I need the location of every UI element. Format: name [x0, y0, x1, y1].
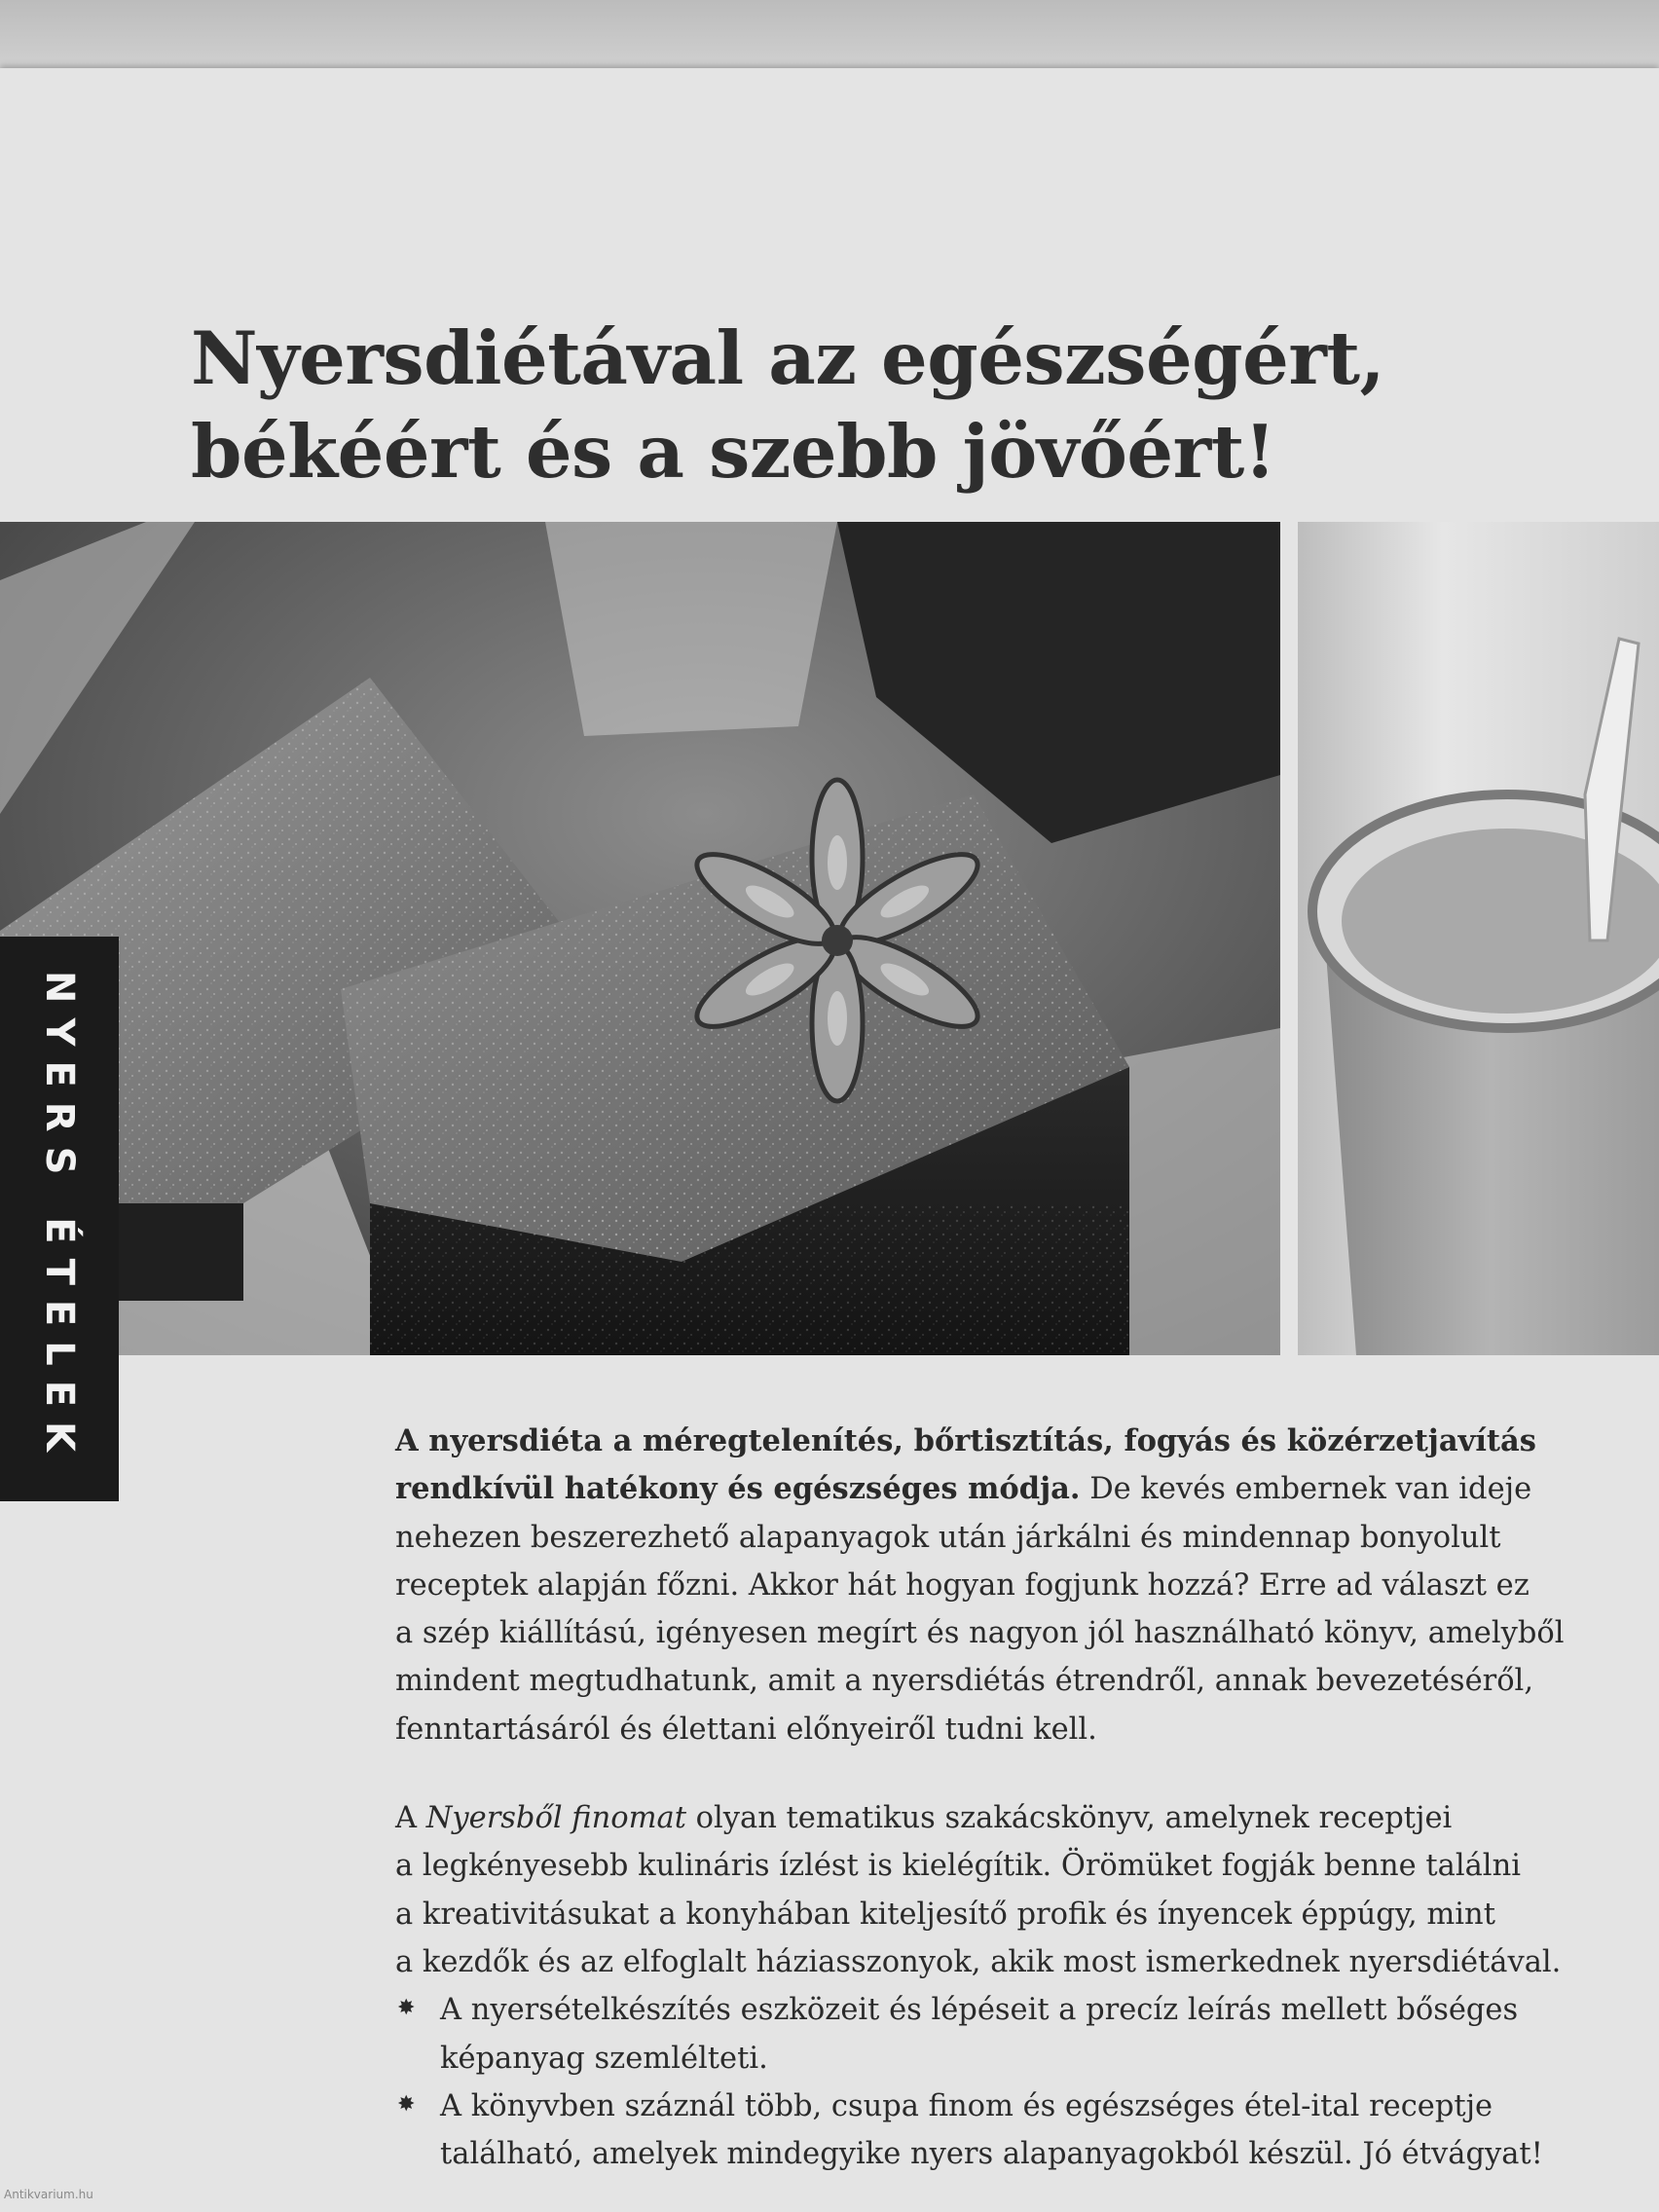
feature-list: [395, 1986, 1624, 2178]
section-tab-label: NYERS ÉTELEK: [37, 971, 82, 1467]
watermark: Antikvarium.hu: [4, 2188, 93, 2201]
book-line-4: a kezdők és az elfoglalt háziasszonyok, akik most ismerkednek nyersdiétával.: [395, 1944, 1562, 1979]
intro-line-2-rest: De kevés embernek van ideje: [1080, 1472, 1532, 1507]
intro-line-4: receptek alapján főzni. Akkor hát hogyan fogjunk hozzá? Erre ad választ ez: [395, 1567, 1530, 1603]
book-line-1-post: olyan tematikus szakácskönyv, amelynek receptjei: [685, 1801, 1453, 1836]
book-title: Nyersből finomat: [425, 1801, 686, 1836]
intro-paragraph: [395, 1418, 1624, 1753]
intro-line-7: fenntartásáról és élettani előnyeiről tudni kell.: [395, 1712, 1097, 1747]
list-item-line: A könyvben száznál több, csupa finom és egészséges étel-ital receptje: [440, 2088, 1493, 2123]
book-line-3: a kreativitásukat a konyhában kiteljesítő profik és ínyencek éppúgy, mint: [395, 1897, 1495, 1932]
list-item-line: található, amelyek mindegyike nyers alapanyagokból készül. Jó étvágyat!: [440, 2137, 1543, 2172]
intro-line-5: a szép kiállítású, igényesen megírt és nagyon jól használható könyv, amelyből: [395, 1616, 1565, 1651]
smoothie-photo-illustration: [1298, 522, 1659, 1355]
list-item: [395, 2083, 1624, 2179]
asterisk-bullet-icon: ✸: [397, 1996, 416, 2021]
list-item-line: képanyag szemlélteti.: [440, 2041, 768, 2076]
book-line-2: a legkényesebb kulináris ízlést is kielégítik. Örömüket fogják benne találni: [395, 1849, 1521, 1884]
intro-bold-2: rendkívül hatékony és egészséges módja.: [395, 1471, 1081, 1507]
intro-line-6: mindent megtudhatunk, amit a nyersdiétás étrendről, annak bevezetéséről,: [395, 1664, 1534, 1699]
intro-bold-1: A nyersdiéta a méregtelenítés, bőrtisztítás, fogyás és közérzetjavítás: [395, 1423, 1536, 1458]
cake-photo: [0, 522, 1280, 1355]
smoothie-photo: [1298, 522, 1659, 1355]
asterisk-bullet-icon: ✸: [397, 2091, 416, 2117]
headline-line-2: békéért és a szebb jövőért!: [191, 409, 1276, 495]
intro-line-3: nehezen beszerezhető alapanyagok után járkálni és mindennap bonyolult: [395, 1520, 1501, 1555]
cake-photo-illustration: [0, 522, 1280, 1355]
book-paragraph: [395, 1794, 1624, 1986]
book-line-1-pre: A: [395, 1801, 426, 1836]
headline-line-1: Nyersdiétával az egészségért,: [191, 315, 1385, 401]
list-item-line: A nyersételkészítés eszközeit és lépéseit a precíz leírás mellett bőséges: [440, 1993, 1519, 2028]
list-item: [395, 1986, 1624, 2083]
background-surface: [0, 0, 1659, 76]
headline: [191, 312, 1573, 498]
description: [395, 1418, 1624, 2178]
section-tab: [0, 937, 119, 1501]
